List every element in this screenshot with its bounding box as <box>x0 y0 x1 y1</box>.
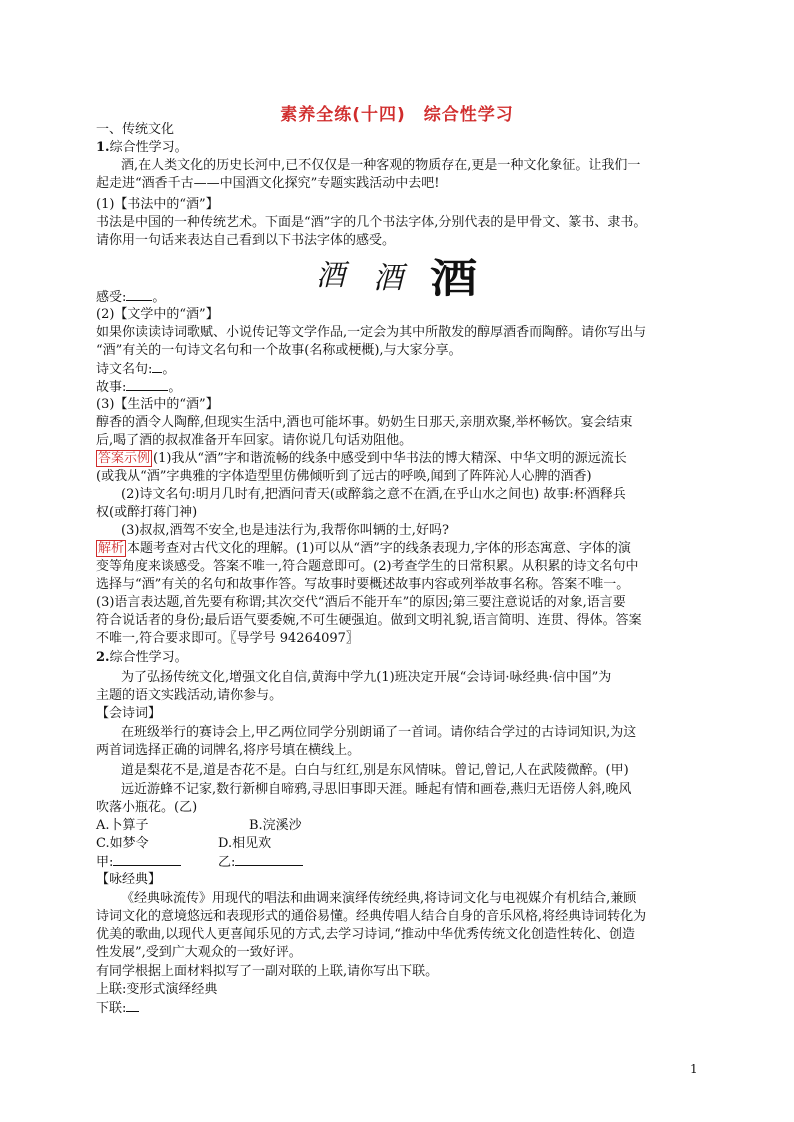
couplet-task: 有同学根据上面材料拟写了一副对联的上联,请你写出下联。 <box>96 964 439 979</box>
option-a: A.卜算子 <box>96 818 149 833</box>
q2-part2-line: 优美的歌曲,以现代人更喜闻乐见的方式,去学习诗词,“推动中华优秀传统文化创造性转化、创造 <box>96 927 636 942</box>
answer-text: (1)我从“酒”字和谐流畅的线条中感受到中华书法的博大精深、中华文明的源远流长 <box>153 451 627 466</box>
q2-intro-line: 为了弘扬传统文化,增强文化自信,黄海中学九(1)班决定开展“会诗词·咏经典·信中国”为 <box>121 670 612 685</box>
analysis-line: 不唯一,符合要求即可。〖导学号 94264097〗 <box>96 631 359 646</box>
q2-intro-line: 主题的语文实践活动,请你参与。 <box>96 688 283 703</box>
fill-b-blank <box>235 853 303 866</box>
q1-intro-line: 酒,在人类文化的历史长河中,已不仅仅是一种客观的物质存在,更是一种文化象征。让我们一 <box>121 158 641 173</box>
q1-p1-line: 书法是中国的一种传统艺术。下面是“酒”字的几个书法字体,分别代表的是甲骨文、篆书、隶书。 <box>96 215 647 230</box>
story-blank <box>126 378 168 391</box>
poem-blank <box>152 360 162 373</box>
q1-p1-heading: (1)【书法中的“酒”】 <box>96 197 219 212</box>
fill-a-label: 甲: <box>96 855 114 870</box>
fill-a-blank <box>113 853 181 866</box>
fill-b-label: 乙: <box>218 855 236 870</box>
story-end: 。 <box>168 380 182 395</box>
q1-p2-fill-line <box>96 360 706 379</box>
feeling-end: 。 <box>152 290 166 305</box>
answer-tag: 答案示例 <box>98 451 151 466</box>
poem-label: 诗文名句: <box>96 362 153 377</box>
q1-intro-line: 起走进“酒香千古——中国酒文化探究”专题实践活动中去吧! <box>96 176 440 191</box>
q2-part1-line: 在班级举行的赛诗会上,甲乙两位同学分别朗诵了一首词。请你结合学过的古诗词知识,为这 <box>121 725 637 740</box>
q1-p2-fill-line <box>96 378 706 397</box>
q1-p2-line: 如果你读读诗词歌赋、小说传记等文学作品,一定会为其中所散发的醇厚酒香而陶醉。请你写出与 <box>96 325 647 340</box>
page-number: 1 <box>690 1062 698 1076</box>
q1-head: 综合性学习。 <box>109 140 188 155</box>
couplet-upper: 上联:变形式演绎经典 <box>96 982 218 997</box>
poem-end: 。 <box>162 362 176 377</box>
title-right: 综合性学习 <box>423 105 514 125</box>
q1-p1-line: 请你用一句话来表达自己看到以下书法字体的感受。 <box>96 233 396 248</box>
fill-a <box>96 853 181 872</box>
poem-b-line: 吹落小瓶花。(乙) <box>96 800 198 815</box>
feeling-label: 感受: <box>96 290 127 305</box>
q1-heading <box>96 139 706 157</box>
analysis-tag: 解析 <box>98 541 125 556</box>
q2-part1-line: 两首词选择正确的词牌名,将序号填在横线上。 <box>96 743 361 758</box>
q2-number: 2. <box>96 650 110 665</box>
option-d: D.相见欢 <box>218 836 272 851</box>
q1-number: 1. <box>96 140 110 155</box>
q1-p3-line: 后,喝了酒的叔叔准备开车回家。请你说几句话劝阻他。 <box>96 433 413 448</box>
q2-part2-heading: 【咏经典】 <box>96 872 162 887</box>
option-c: C.如梦令 <box>96 836 149 851</box>
fill-b <box>218 853 303 872</box>
analysis-line: (3)语言表达题,首先要有称谓;其次交代“酒后不能开车”的原因;第三要注意说话的对象,语言要 <box>96 595 626 610</box>
q1-p1-answer-line <box>96 288 706 307</box>
answer-line: (3)叔叔,酒驾不安全,也是违法行为,我帮你叫辆的士,好吗? <box>121 523 449 538</box>
q1-p2-line: “酒”有关的一句诗文名句和一个故事(名称或梗概),与大家分享。 <box>96 343 462 358</box>
calligraphy-clerical-script: 酒 <box>430 256 478 302</box>
analysis-line <box>96 540 706 558</box>
answer-line <box>96 450 706 468</box>
calligraphy-oracle-bone: 酒 <box>316 258 344 292</box>
title-left: 素养全练(十四) <box>280 105 406 125</box>
answer-line: (或我从“酒”字典雅的字体造型里仿佛倾听到了远古的呼唤,闻到了阵阵沁人心脾的酒香) <box>96 469 592 484</box>
option-b: B.浣溪沙 <box>249 818 302 833</box>
poem-a: 道是梨花不是,道是杏花不是。白白与红红,别是东风情味。曾记,曾记,人在武陵微醉。(甲) <box>121 763 629 778</box>
q2-part2-line: 《经典咏流传》用现代的唱法和曲调来演绎传统经典,将诗词文化与电视媒介有机结合,兼顾 <box>121 891 637 906</box>
poem-b-line: 远近游蜂不记家,数行新柳自啼鸦,寻思旧事即天涯。睡起有情和画卷,燕归无语傍人斜,晚风 <box>121 782 632 797</box>
analysis-line: 变等角度来谈感受。答案不唯一,符合题意即可。(2)考查学生的日常积累。从积累的诗文名句中 <box>96 559 639 574</box>
q2-part2-line: 性发展”,受到广大观众的一致好评。 <box>96 945 302 960</box>
calligraphy-seal-script: 酒 <box>373 261 403 296</box>
q2-head: 综合性学习。 <box>109 650 188 665</box>
story-label: 故事: <box>96 380 127 395</box>
lower-blank <box>126 999 139 1012</box>
answer-line: 权(或醉打蒋门神) <box>96 505 198 520</box>
q2-part1-heading: 【会诗词】 <box>96 706 162 721</box>
lower-label: 下联: <box>96 1001 127 1016</box>
feeling-blank <box>126 288 152 301</box>
q2-part2-line: 诗词文化的意境悠远和表现形式的通俗易懂。经典传唱人结合自身的音乐风格,将经典诗词转化为 <box>96 909 647 924</box>
answer-line: (2)诗文名句:明月几时有,把酒问青天(或醉翁之意不在酒,在乎山水之间也) 故事:杯酒释兵 <box>121 487 626 502</box>
q1-p3-heading: (3)【生活中的“酒”】 <box>96 397 219 412</box>
analysis-line: 符合说话者的身份;最后语气要委婉,不可生硬强迫。做到文明礼貌,语言简明、连贯、得体。答案 <box>96 613 642 628</box>
q1-p3-line: 醇香的酒令人陶醉,但现实生活中,酒也可能坏事。奶奶生日那天,亲朋欢聚,举杯畅饮。宴会结束 <box>96 415 633 430</box>
couplet-lower <box>96 999 706 1018</box>
q1-p2-heading: (2)【文学中的“酒”】 <box>96 307 219 322</box>
q2-heading <box>96 649 706 667</box>
section-heading: 一、传统文化 <box>96 122 175 137</box>
analysis-line: 选择与“酒”有关的名句和故事作答。写故事时要概述故事内容或列举故事名称。答案不唯一。 <box>96 577 630 592</box>
analysis-text: 本题考查对古代文化的理解。(1)可以从“酒”字的线条表现力,字体的形态寓意、字体的演 <box>127 541 631 556</box>
